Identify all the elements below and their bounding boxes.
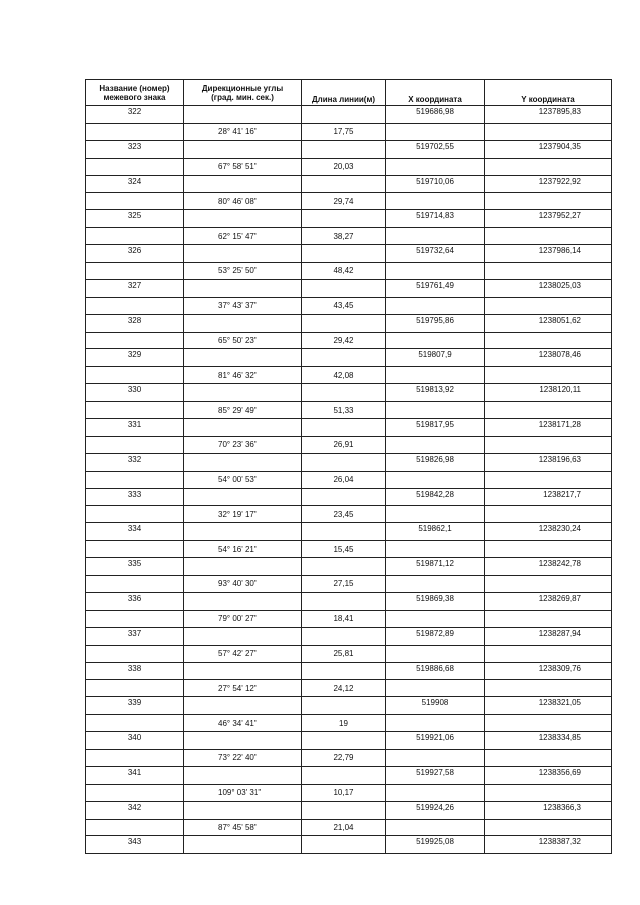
empty-cell	[302, 592, 386, 610]
x-coordinate: 519869,38	[386, 592, 485, 610]
point-name: 332	[86, 453, 184, 471]
line-length: 27,15	[302, 576, 386, 593]
empty-cell	[86, 436, 184, 453]
line-length: 48,42	[302, 263, 386, 280]
direction-angle: 70° 23' 36"	[184, 436, 302, 453]
empty-cell	[386, 123, 485, 140]
empty-cell	[86, 332, 184, 349]
empty-cell	[386, 749, 485, 766]
line-length: 18,41	[302, 610, 386, 627]
line-length: 38,27	[302, 228, 386, 245]
empty-cell	[86, 228, 184, 245]
empty-cell	[184, 488, 302, 506]
empty-cell	[302, 419, 386, 437]
direction-angle: 28° 41' 16"	[184, 123, 302, 140]
point-row	[86, 627, 612, 645]
empty-cell	[485, 228, 612, 245]
point-row	[86, 384, 612, 402]
x-coordinate: 519702,55	[386, 140, 485, 158]
segment-row	[86, 158, 612, 175]
empty-cell	[386, 715, 485, 732]
segment-row	[86, 332, 612, 349]
empty-cell	[184, 453, 302, 471]
segment-row	[86, 436, 612, 453]
x-coordinate: 519925,08	[386, 836, 485, 854]
empty-cell	[485, 332, 612, 349]
segment-row	[86, 680, 612, 697]
empty-cell	[86, 193, 184, 210]
segment-row	[86, 749, 612, 766]
point-row	[86, 592, 612, 610]
empty-cell	[386, 263, 485, 280]
x-coordinate: 519872,89	[386, 627, 485, 645]
point-row	[86, 314, 612, 332]
empty-cell	[184, 592, 302, 610]
empty-cell	[485, 263, 612, 280]
point-row	[86, 801, 612, 819]
point-row	[86, 453, 612, 471]
empty-cell	[302, 558, 386, 576]
empty-cell	[86, 749, 184, 766]
point-row	[86, 349, 612, 367]
x-coordinate: 519927,58	[386, 766, 485, 784]
direction-angle: 27° 54' 12"	[184, 680, 302, 697]
point-name: 331	[86, 419, 184, 437]
empty-cell	[485, 819, 612, 836]
x-coordinate: 519710,06	[386, 175, 485, 193]
empty-cell	[184, 106, 302, 124]
empty-cell	[184, 314, 302, 332]
point-name: 324	[86, 175, 184, 193]
line-length: 26,04	[302, 471, 386, 488]
empty-cell	[386, 819, 485, 836]
line-length: 17,75	[302, 123, 386, 140]
empty-cell	[302, 349, 386, 367]
segment-row	[86, 645, 612, 662]
empty-cell	[86, 610, 184, 627]
y-coordinate: 1237952,27	[485, 210, 612, 228]
line-length: 25,81	[302, 645, 386, 662]
point-row	[86, 419, 612, 437]
point-row	[86, 140, 612, 158]
empty-cell	[485, 715, 612, 732]
y-coordinate: 1238120,11	[485, 384, 612, 402]
point-name: 338	[86, 662, 184, 680]
line-length: 10,17	[302, 784, 386, 801]
line-length: 19	[302, 715, 386, 732]
empty-cell	[485, 680, 612, 697]
empty-cell	[386, 228, 485, 245]
empty-cell	[485, 784, 612, 801]
line-length: 20,03	[302, 158, 386, 175]
x-coordinate: 519871,12	[386, 558, 485, 576]
y-coordinate: 1238287,94	[485, 627, 612, 645]
empty-cell	[386, 402, 485, 419]
empty-cell	[485, 436, 612, 453]
header-length: Длина линии(м)	[302, 80, 386, 106]
empty-cell	[386, 367, 485, 384]
segment-row	[86, 471, 612, 488]
point-name: 322	[86, 106, 184, 124]
empty-cell	[485, 610, 612, 627]
y-coordinate: 1238196,63	[485, 453, 612, 471]
direction-angle: 80° 46' 08"	[184, 193, 302, 210]
line-length: 15,45	[302, 541, 386, 558]
empty-cell	[184, 697, 302, 715]
point-row	[86, 279, 612, 297]
direction-angle: 65° 50' 23"	[184, 332, 302, 349]
x-coordinate: 519924,26	[386, 801, 485, 819]
y-coordinate: 1238309,76	[485, 662, 612, 680]
empty-cell	[485, 402, 612, 419]
x-coordinate: 519842,28	[386, 488, 485, 506]
empty-cell	[86, 297, 184, 314]
point-row	[86, 697, 612, 715]
y-coordinate: 1237904,35	[485, 140, 612, 158]
point-name: 323	[86, 140, 184, 158]
direction-angle: 87° 45' 58"	[184, 819, 302, 836]
y-coordinate: 1238242,78	[485, 558, 612, 576]
line-length: 29,74	[302, 193, 386, 210]
y-coordinate: 1238078,46	[485, 349, 612, 367]
x-coordinate: 519761,49	[386, 279, 485, 297]
header-y: Y координата	[485, 80, 612, 106]
empty-cell	[485, 506, 612, 523]
empty-cell	[184, 349, 302, 367]
point-row	[86, 732, 612, 750]
empty-cell	[302, 662, 386, 680]
point-name: 329	[86, 349, 184, 367]
direction-angle: 54° 16' 21"	[184, 541, 302, 558]
empty-cell	[386, 436, 485, 453]
y-coordinate: 1238356,69	[485, 766, 612, 784]
direction-angle: 32° 19' 17"	[184, 506, 302, 523]
empty-cell	[386, 158, 485, 175]
empty-cell	[86, 715, 184, 732]
y-coordinate: 1237895,83	[485, 106, 612, 124]
direction-angle: 81° 46' 32"	[184, 367, 302, 384]
empty-cell	[184, 662, 302, 680]
empty-cell	[386, 680, 485, 697]
empty-cell	[485, 158, 612, 175]
direction-angle: 109° 03' 31"	[184, 784, 302, 801]
empty-cell	[302, 801, 386, 819]
direction-angle: 46° 34' 41"	[184, 715, 302, 732]
empty-cell	[485, 123, 612, 140]
point-name: 337	[86, 627, 184, 645]
point-name: 336	[86, 592, 184, 610]
line-length: 43,45	[302, 297, 386, 314]
x-coordinate: 519714,83	[386, 210, 485, 228]
empty-cell	[86, 123, 184, 140]
point-name: 334	[86, 523, 184, 541]
empty-cell	[485, 541, 612, 558]
empty-cell	[302, 175, 386, 193]
empty-cell	[386, 541, 485, 558]
point-row	[86, 836, 612, 854]
point-row	[86, 662, 612, 680]
y-coordinate: 1238025,03	[485, 279, 612, 297]
empty-cell	[386, 610, 485, 627]
point-row	[86, 488, 612, 506]
empty-cell	[386, 332, 485, 349]
empty-cell	[386, 193, 485, 210]
point-name: 325	[86, 210, 184, 228]
point-name: 341	[86, 766, 184, 784]
empty-cell	[302, 627, 386, 645]
header-name-line2: межевого знака	[103, 92, 166, 102]
direction-angle: 37° 43' 37"	[184, 297, 302, 314]
empty-cell	[86, 645, 184, 662]
point-name: 327	[86, 279, 184, 297]
segment-row	[86, 193, 612, 210]
empty-cell	[302, 836, 386, 854]
direction-angle: 79° 00' 27"	[184, 610, 302, 627]
line-length: 24,12	[302, 680, 386, 697]
empty-cell	[302, 732, 386, 750]
x-coordinate: 519795,86	[386, 314, 485, 332]
table-header-row	[86, 80, 612, 106]
line-length: 22,79	[302, 749, 386, 766]
empty-cell	[86, 471, 184, 488]
y-coordinate: 1238230,24	[485, 523, 612, 541]
empty-cell	[386, 506, 485, 523]
y-coordinate: 1238269,87	[485, 592, 612, 610]
segment-row	[86, 402, 612, 419]
segment-row	[86, 610, 612, 627]
empty-cell	[184, 279, 302, 297]
empty-cell	[86, 506, 184, 523]
point-name: 343	[86, 836, 184, 854]
x-coordinate: 519686,98	[386, 106, 485, 124]
empty-cell	[485, 297, 612, 314]
empty-cell	[184, 419, 302, 437]
segment-row	[86, 297, 612, 314]
direction-angle: 54° 00' 53"	[184, 471, 302, 488]
empty-cell	[302, 245, 386, 263]
header-angles	[184, 80, 302, 106]
segment-row	[86, 367, 612, 384]
point-name: 326	[86, 245, 184, 263]
segment-row	[86, 506, 612, 523]
header-angles-line1: Дирекционные углы	[201, 83, 284, 93]
empty-cell	[386, 784, 485, 801]
empty-cell	[302, 697, 386, 715]
empty-cell	[86, 367, 184, 384]
empty-cell	[386, 576, 485, 593]
point-name: 342	[86, 801, 184, 819]
segment-row	[86, 263, 612, 280]
empty-cell	[184, 801, 302, 819]
x-coordinate: 519732,64	[386, 245, 485, 263]
empty-cell	[485, 749, 612, 766]
empty-cell	[86, 158, 184, 175]
y-coordinate: 1238171,28	[485, 419, 612, 437]
point-name: 328	[86, 314, 184, 332]
empty-cell	[485, 367, 612, 384]
empty-cell	[86, 263, 184, 280]
empty-cell	[386, 471, 485, 488]
line-length: 29,42	[302, 332, 386, 349]
y-coordinate: 1237986,14	[485, 245, 612, 263]
empty-cell	[485, 471, 612, 488]
x-coordinate: 519826,98	[386, 453, 485, 471]
empty-cell	[302, 384, 386, 402]
direction-angle: 67° 58' 51"	[184, 158, 302, 175]
x-coordinate: 519813,92	[386, 384, 485, 402]
empty-cell	[302, 453, 386, 471]
point-name: 330	[86, 384, 184, 402]
empty-cell	[184, 627, 302, 645]
direction-angle: 62° 15' 47"	[184, 228, 302, 245]
empty-cell	[86, 680, 184, 697]
empty-cell	[184, 384, 302, 402]
point-row	[86, 175, 612, 193]
x-coordinate: 519807,9	[386, 349, 485, 367]
header-angles-line2: (град. мин. сек.)	[211, 92, 274, 102]
x-coordinate: 519862,1	[386, 523, 485, 541]
point-row	[86, 106, 612, 124]
y-coordinate: 1238387,32	[485, 836, 612, 854]
line-length: 23,45	[302, 506, 386, 523]
empty-cell	[302, 106, 386, 124]
empty-cell	[302, 523, 386, 541]
y-coordinate: 1238051,62	[485, 314, 612, 332]
direction-angle: 57° 42' 27"	[184, 645, 302, 662]
line-length: 21,04	[302, 819, 386, 836]
segment-row	[86, 541, 612, 558]
segment-row	[86, 819, 612, 836]
y-coordinate: 1238217,7	[485, 488, 612, 506]
point-row	[86, 210, 612, 228]
empty-cell	[184, 558, 302, 576]
point-name: 335	[86, 558, 184, 576]
empty-cell	[86, 784, 184, 801]
point-name: 340	[86, 732, 184, 750]
point-row	[86, 523, 612, 541]
line-length: 51,33	[302, 402, 386, 419]
segment-row	[86, 784, 612, 801]
point-name: 339	[86, 697, 184, 715]
x-coordinate: 519817,95	[386, 419, 485, 437]
point-row	[86, 766, 612, 784]
empty-cell	[302, 488, 386, 506]
empty-cell	[302, 314, 386, 332]
empty-cell	[485, 645, 612, 662]
segment-row	[86, 715, 612, 732]
empty-cell	[86, 576, 184, 593]
segment-row	[86, 123, 612, 140]
direction-angle: 93° 40' 30"	[184, 576, 302, 593]
direction-angle: 53° 25' 50"	[184, 263, 302, 280]
empty-cell	[386, 297, 485, 314]
empty-cell	[184, 732, 302, 750]
empty-cell	[302, 140, 386, 158]
empty-cell	[184, 210, 302, 228]
y-coordinate: 1238321,05	[485, 697, 612, 715]
empty-cell	[485, 193, 612, 210]
empty-cell	[302, 766, 386, 784]
direction-angle: 85° 29' 49"	[184, 402, 302, 419]
empty-cell	[184, 766, 302, 784]
x-coordinate: 519886,68	[386, 662, 485, 680]
point-row	[86, 245, 612, 263]
coordinates-sheet	[85, 79, 611, 854]
segment-row	[86, 228, 612, 245]
empty-cell	[184, 175, 302, 193]
boundary-points-table	[85, 79, 612, 854]
table-body	[86, 106, 612, 854]
empty-cell	[302, 210, 386, 228]
header-name	[86, 80, 184, 106]
y-coordinate: 1238334,85	[485, 732, 612, 750]
empty-cell	[184, 523, 302, 541]
header-name-line1: Название (номер)	[99, 83, 170, 93]
line-length: 26,91	[302, 436, 386, 453]
empty-cell	[184, 245, 302, 263]
segment-row	[86, 576, 612, 593]
empty-cell	[302, 279, 386, 297]
empty-cell	[184, 140, 302, 158]
point-name: 333	[86, 488, 184, 506]
header-x: X координата	[386, 80, 485, 106]
x-coordinate: 519908	[386, 697, 485, 715]
y-coordinate: 1237922,92	[485, 175, 612, 193]
empty-cell	[386, 645, 485, 662]
x-coordinate: 519921,06	[386, 732, 485, 750]
point-row	[86, 558, 612, 576]
line-length: 42,08	[302, 367, 386, 384]
empty-cell	[86, 402, 184, 419]
empty-cell	[86, 541, 184, 558]
empty-cell	[485, 576, 612, 593]
y-coordinate: 1238366,3	[485, 801, 612, 819]
empty-cell	[184, 836, 302, 854]
empty-cell	[86, 819, 184, 836]
direction-angle: 73° 22' 40"	[184, 749, 302, 766]
